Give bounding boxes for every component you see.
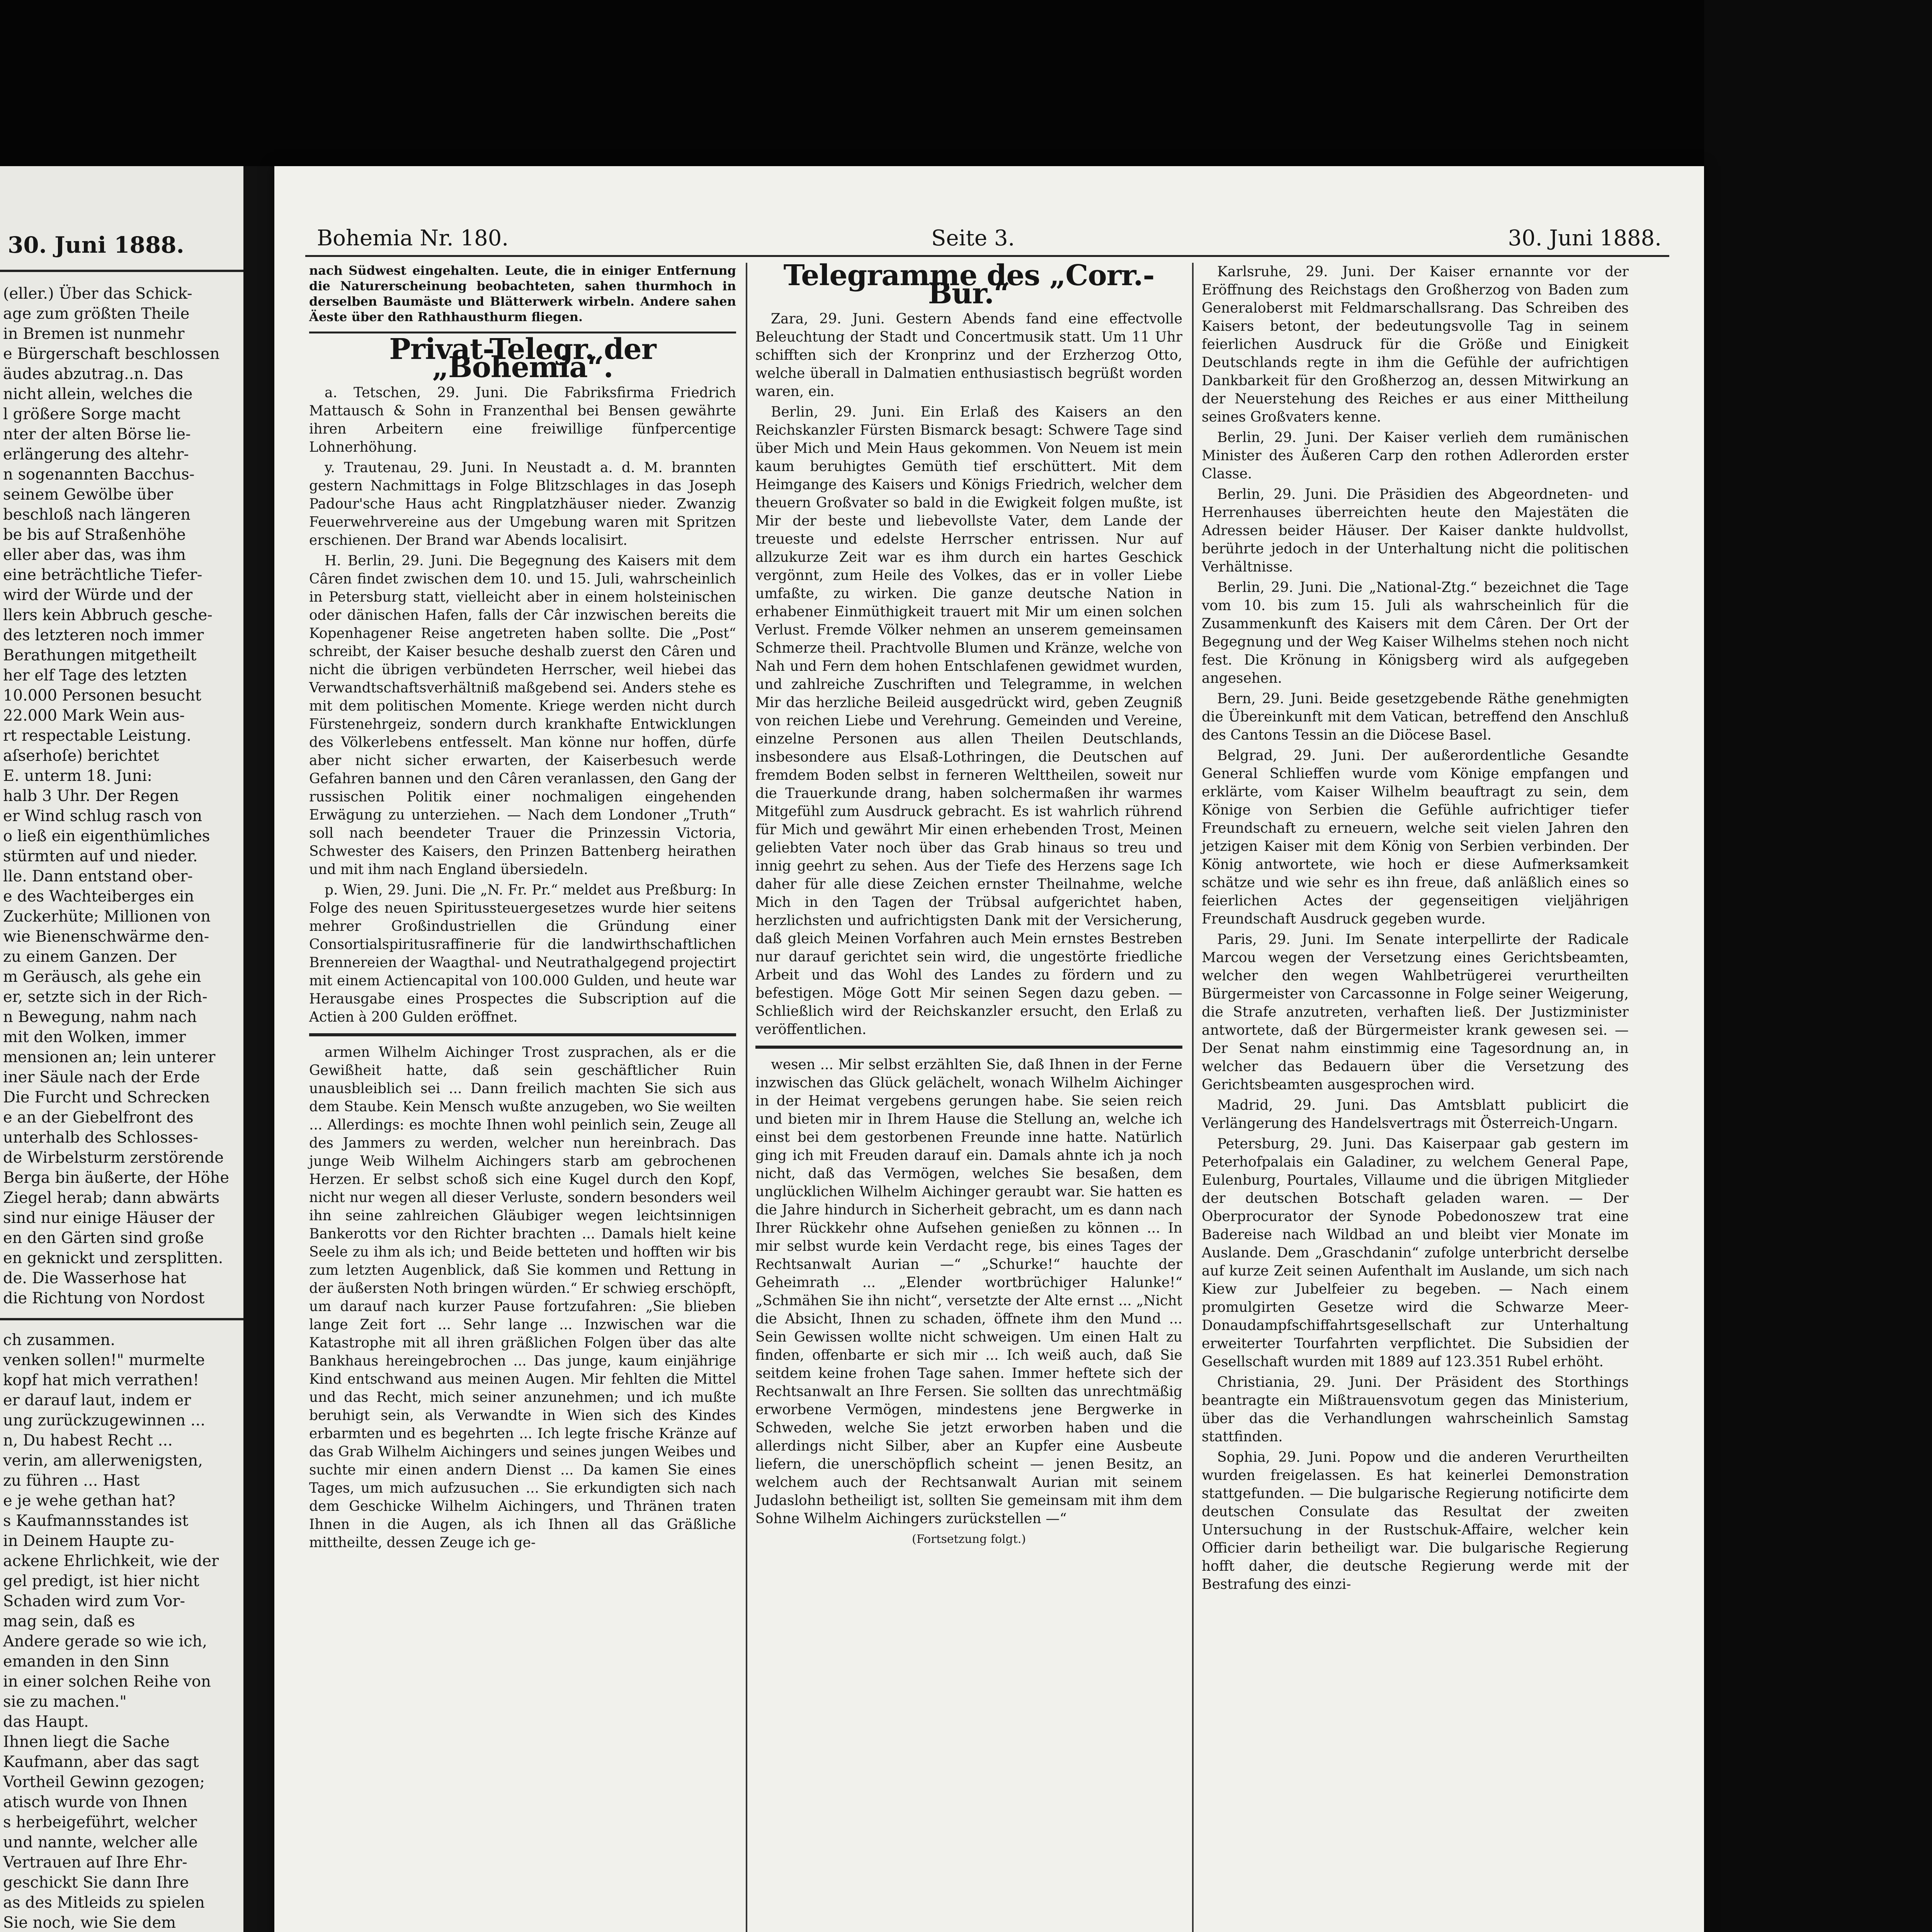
left-page-line: ch zusammen. — [3, 1331, 116, 1349]
article-sophia: Sophia, 29. Juni. Popow und die anderen Verurtheilten wurden freigelassen. Es hat keinerlei Demonstration stattgefunden. — Die bulgarische Regierung notificirte dem deutschen Consulate das Resultat der zweiten Untersuchung in der Rustschuk-Affaire, welcher kein Officier darin betheiligt war. Die bulgarische Regierung hofft daher, die deutsche Regierung werde mit der Bestrafung des einzi- — [1202, 1449, 1629, 1592]
left-page-line: as des Mitleids zu spielen — [3, 1894, 205, 1912]
left-page-line: s Kaufmannsstandes ist — [3, 1512, 189, 1530]
left-page-line: de Wirbelsturm zerstörende — [3, 1149, 224, 1167]
header-date: 30. Juni 1888. — [1508, 226, 1662, 251]
left-page-rule — [0, 1318, 243, 1320]
left-page-line: halb 3 Uhr. Der Regen — [3, 787, 179, 805]
left-page-line: venken sollen!" murmelte — [3, 1351, 205, 1369]
left-page-line: Andere gerade so wie ich, — [3, 1633, 207, 1650]
left-page-line: Schaden wird zum Vor- — [3, 1592, 185, 1610]
left-page-line: o ließ ein eigenthümliches — [3, 827, 210, 845]
left-page-line: mensionen an; lein unterer — [3, 1048, 216, 1066]
left-page-line: e an der Giebelfront des — [3, 1109, 194, 1126]
left-page-text-bottom — [0, 1330, 243, 1932]
left-page-line: E. unterm 18. Juni: — [3, 767, 152, 785]
left-page-line: 22.000 Mark Wein aus- — [3, 707, 185, 724]
header-page-number: Seite 3. — [931, 226, 1015, 251]
left-page-line: sind nur einige Häuser der — [3, 1209, 214, 1227]
left-page-line: s herbeigeführt, welcher — [3, 1813, 197, 1831]
left-page-line: Vortheil Gewinn gezogen; — [3, 1773, 205, 1791]
left-page-line: rt respectable Leistung. — [3, 727, 192, 745]
left-page-line: en den Gärten sind große — [3, 1229, 204, 1247]
left-page-line: beschloß nach längeren — [3, 506, 190, 524]
left-page-line: in einer solchen Reihe von — [3, 1673, 211, 1690]
left-page-line: e Bürgerschaft beschlossen — [3, 345, 220, 363]
left-page-line: wie Bienenschwärme den- — [3, 928, 209, 946]
feuilleton-rule — [755, 1046, 1182, 1049]
left-page-line: Die Furcht und Schrecken — [3, 1088, 210, 1106]
left-page-line: mag sein, daß es — [3, 1612, 135, 1630]
left-page-line: Ziegel herab; dann abwärts — [3, 1189, 220, 1207]
article-berlin-erlass: Berlin, 29. Juni. Ein Erlaß des Kaisers an den Reichskanzler Fürsten Bismarck besagt: Schwere Tage sind über Mich und Mein Haus gekommen. Von Neuem ist mein kaum beruhigtes Gemüth tief erschüttert. Mit dem Heimgange des Kaisers und Königs Friedrich, welcher dem theuern Großvater so bald in die Ewigkeit folgen mußte, ist Mir der beste und liebevollste Vater, dem Lande der treueste und edelste Herrscher entrissen. Nur auf allzukurze Zeit war es ihm durch ein hartes Geschick vergönnt, zum Heile des Volkes, das er in voller Liebe umfaßte, zu wirken. Die ganze deutsche Nation in erhabener Einmüthigkeit trauert mit Mir um einen solchen Verlust. Fremde Völker nehmen an unserem gemeinsamen Schmerze theil. Prachtvolle Blumen und Kränze, welche von Nah und Fern dem hohen Entschlafenen gewidmet wurden, und zahlreiche Zuschriften und Telegramme, in welchen Mir das herzliche Beileid ausgedrückt wird, geben Zeugniß von reichen Liebe und Verehrung. Gemeinden und Vereine, einzelne Personen aus allen Theilen Deutschlands, insbesondere aus Elsaß-Lothringen, die Deutschen auf fremdem Boden selbst in ferneren Welttheilen, soweit nur die Trauerkunde drang, haben solchermaßen ihr warmes Mitgefühl zum Ausdruck gebracht. Es ist wahrlich rührend für Mich und gewährt Mir einen erhebenden Trost, Meinen geliebten Vater noch über das Grab hinaus so treu und innig geehrt zu sehen. Aus der Tiefe des Herzens sage Ich daher für alle diese Zeichen ernster Theilnahme, welche Mich in den Tagen der Trübsal aufgerichtet haben, herzlichsten und aufrichtigsten Dank mit der Versicherung, daß gleich Meinen Vorfahren auch Mein ernstes Bestreben nur darauf gerichtet sein wird, die ungestörte friedliche Arbeit und das Wohl des Landes zu fördern und zu befestigen. Möge Gott Mir seinen Segen dazu geben. — Schließlich wird der Reichskanzler ersucht, den Erlaß zu veröffentlichen. — [755, 404, 1182, 1037]
left-page-line: age zum größten Theile — [3, 305, 190, 323]
left-page-line: seinem Gewölbe über — [3, 486, 173, 503]
left-page-line: er darauf laut, indem er — [3, 1391, 191, 1409]
left-page-line: des letzteren noch immer — [3, 626, 204, 644]
left-page-line: das Haupt. — [3, 1713, 89, 1731]
page-header — [305, 224, 1669, 257]
left-page-line: (eller.) Über das Schick- — [3, 285, 192, 303]
article-tetschen: a. Tetschen, 29. Juni. Die Fabriksfirma Friedrich Mattausch & Sohn in Franzenthal bei Bensen gewährte ihren Arbeitern eine freiwillige fünfpercentige Lohnerhöhung. — [309, 385, 736, 455]
left-page-line: n Bewegung, nahm nach — [3, 1008, 197, 1026]
left-page-line: geschickt Sie dann Ihre — [3, 1874, 189, 1891]
feuilleton-text: wesen ... Mir selbst erzählten Sie, daß Ihnen in der Ferne inzwischen das Glück gelächelt, wonach Wilhelm Aichinger in der Heimat vergebens gerungen habe. Sie seien reich und bieten mir in Ihrem Hause die Stellung an, welche ich einst bei dem gestorbenen Freunde inne hatte. Natürlich ging ich mit Freuden darauf ein. Damals ahnte ich ja noch nicht, daß das Vermögen, welches Sie besaßen, dem unglücklichen Wilhelm Aichinger geraubt war. Sie hatten es die Jahre hindurch in Sicherheit gebracht, um es dann nach Ihrer Rückkehr ohne Aufsehen genießen zu können ... In mir selbst wurde kein Verdacht rege, bis eines Tages der Rechtsanwalt Aurian —“ „Schurke!“ hauchte der Geheimrath ... „Elender wortbrüchiger Halunke!“ „Schmähen Sie ihn nicht“, versetzte der Alte ernst ... „Nicht die Absicht, Ihnen zu schaden, öffnete ihm den Mund ... Sein Gewissen wollte nicht schweigen. Um einen Halt zu finden, offenbarte er sich mir ... Ich weiß auch, daß Sie seitdem keine frohen Tage sahen. Immer heftete sich der Rechtsanwalt an Ihre Fersen. Sie sollten das unrechtmäßig erworbene Vermögen, mindestens jene Bergwerke in Schweden, welche Sie jetzt erworben haben und die allerdings nicht Silber, aber an Kupfer eine Ausbeute liefern, die unerschöpflich scheint — jenen Besitz, an welchem auch der Rechtsanwalt Aurian mit seinem Judaslohn betheiligt ist, sollten Sie gemeinsam mit ihm dem Sohne Wilhelm Aichingers zurückstellen —“ — [755, 1057, 1182, 1527]
article-bern: Bern, 29. Juni. Beide gesetzgebende Räthe genehmigten die Übereinkunft mit dem Vatican, betreffend den Anschluß des Cantons Tessin an die Diöcese Basel. — [1202, 691, 1629, 743]
column-3 — [1202, 263, 1629, 1596]
left-page-line: sie zu machen." — [3, 1693, 127, 1711]
left-page-line: e des Wachteiberges ein — [3, 888, 194, 905]
left-page-line: Ihnen liegt die Sache — [3, 1733, 170, 1751]
left-page-line: in Bremen ist nunmehr — [3, 325, 185, 343]
left-facing-page — [0, 166, 243, 1932]
left-page-line: n, Du habest Recht ... — [3, 1432, 173, 1449]
article-zara: Zara, 29. Juni. Gestern Abends fand eine effectvolle Beleuchtung der Stadt und Concertmusik statt. Um 11 Uhr schifften sich der Kronprinz und der Erzherzog Otto, welche überall in Dalmatien enthusiastisch begrüßt worden waren, ein. — [755, 311, 1182, 400]
newspaper-page — [274, 166, 1704, 1932]
article-paris: Paris, 29. Juni. Im Senate interpellirte der Radicale Marcou wegen der Versetzung eines Gerichtsbeamten, welcher den wegen Wahlbetrügerei verurtheilten Bürgermeister von Carcassonne in Folge seiner Weigerung, die Strafe anzutreten, verhaften ließ. Der Justizminister antwortete, daß der Bürgermeister krank gewesen sei. — Der Senat nahm einstimmig eine Tagesordnung an, in welcher das Bedauern über die Versetzung des Gerichtsbeamten ausgesprochen wird. — [1202, 932, 1629, 1093]
scan-background — [1704, 0, 1932, 1932]
left-page-line: wird der Würde und der — [3, 586, 193, 604]
left-page-line: Berathungen mitgetheilt — [3, 646, 197, 664]
left-page-line: n sogenannten Bacchus- — [3, 466, 195, 483]
left-page-line: verin, am allerwenigsten, — [3, 1452, 203, 1469]
left-page-line: äudes abzutrag..n. Das — [3, 365, 184, 383]
left-page-line: iner Säule nach der Erde — [3, 1068, 200, 1086]
article-berlin-adressen: Berlin, 29. Juni. Die Präsidien des Abgeordneten- und Herrenhauses überreichten heute den Majestäten die Adressen beider Häuser. Der Kaiser dankte huldvollst, berührte jedoch in der Unterhaltung nicht die politischen Verhältnisse. — [1202, 486, 1629, 575]
left-page-line: 10.000 Personen besucht — [3, 687, 201, 704]
section-title-telegramme: Telegramme des „Corr.-Bur.“ — [783, 259, 1155, 310]
left-page-line: her elf Tage des letzten — [3, 667, 187, 684]
article-christiania: Christiania, 29. Juni. Der Präsident des Storthings beantragte ein Mißtrauensvotum gegen das Ministerium, über das die Verhandlungen wahrscheinlich Samstag stattfinden. — [1202, 1374, 1629, 1445]
left-page-line: e je wehe gethan hat? — [3, 1492, 175, 1510]
left-page-line: kopf hat mich verrathen! — [3, 1371, 199, 1389]
left-page-line: atisch wurde von Ihnen — [3, 1793, 188, 1811]
left-page-text-top — [0, 284, 243, 1308]
column-1 — [309, 263, 736, 1554]
column-divider — [1192, 263, 1194, 1932]
left-page-line: gel predigt, ist hier nicht — [3, 1572, 199, 1590]
left-page-line: be bis auf Straßenhöhe — [3, 526, 186, 544]
article-berlin-nationalztg: Berlin, 29. Juni. Die „National-Ztg.“ bezeichnet die Tage vom 10. bis zum 15. Juli als wahrscheinlich für die Zusammenkunft des Kaisers mit dem Câren. Der Ort der Begegnung und der Weg Kaiser Wilhelms stehen noch nicht fest. Die Krönung in Königsberg wird als aufgegeben angesehen. — [1202, 580, 1629, 686]
left-page-line: zu führen ... Hast — [3, 1472, 140, 1490]
left-page-line: Berga bin äußerte, der Höhe — [3, 1169, 230, 1187]
left-page-line: nter der alten Börse lie- — [3, 425, 191, 443]
left-page-line: und nannte, welcher alle — [3, 1833, 198, 1851]
left-page-line: emanden in den Sinn — [3, 1653, 169, 1670]
article-berlin: H. Berlin, 29. Juni. Die Begegnung des Kaisers mit dem Câren findet zwischen dem 10. und 15. Juli, wahrscheinlich in Petersburg statt, vielleicht aber in einem holsteinischen oder dänischen Hafen, falls der Câr inzwischen bereits die Kopenhagener Reise angetreten haben sollte. Die „Post“ schreibt, der Kaiser besuche deshalb zuerst den Câren und nicht die übrigen verbündeten Herrscher, weil hiebei das Verwandtschaftsverhältniß maßgebend sei. Anders stehe es mit dem politischen Momente. Kriege werden nicht durch Fürstenehrgeiz, sondern durch krankhafte Entwicklungen des Völkerlebens entfesselt. Man könne nur hoffen, dürfe aber nicht sicher erwarten, der Kaiserbesuch werde Gefahren bannen und den Câren veranlassen, den Gang der russischen Politik einer nochmaligen eingehenden Erwägung zu unterziehen. — Nach dem Londoner „Truth“ soll nach beendeter Trauer die Prinzessin Victoria, Schwester des Kaisers, den Prinzen Battenberg heirathen und mit ihm nach England übersiedeln. — [309, 553, 736, 878]
column-2 — [755, 259, 1182, 1551]
left-page-line: stürmten auf und nieder. — [3, 847, 198, 865]
continued-note: (Fortsetzung folgt.) — [912, 1532, 1026, 1546]
article-belgrad: Belgrad, 29. Juni. Der außerordentliche Gesandte General Schlieffen wurde vom Könige empfangen und erklärte, vom Kaiser Wilhelm beauftragt zu sein, dem Könige von Serbien die Gefühle aufrichtiger tiefer Freundschaft zu erneuern, welche seit vielen Jahren den jetzigen Kaiser mit dem König von Serbien verbinden. Der König antwortete, wie hoch er diese Aufmerksamkeit schätze und wie sehr es ihn freue, daß anläßlich eines so feierlichen Actes der gegenseitigen vieljährigen Freundschaft Ausdruck gegeben wurde. — [1202, 748, 1629, 927]
left-page-line: lle. Dann entstand ober- — [3, 867, 193, 885]
book-gutter — [243, 166, 274, 1932]
left-page-line: er, setzte sich in der Rich- — [3, 988, 207, 1006]
article-trautenau: y. Trautenau, 29. Juni. In Neustadt a. d. M. brannten gestern Nachmittags in Folge Blitzschlages in das Joseph Padour'sche Haus acht Ringplatzhäuser nieder. Zwanzig Feuerwehrvereine aus der Umgebung waren mit Spritzen erschienen. Der Brand war Abends localisirt. — [309, 460, 736, 548]
weather-note: nach Südwest eingehalten. Leute, die in einiger Entfernung die Naturerscheinung beobachteten, sahen thurmhoch in derselben Baumäste und Blätterwerk wirbeln. Andere sahen Äeste über den Rathhausthurm fliegen. — [309, 263, 736, 324]
left-page-line: erlängerung des altehr- — [3, 446, 189, 463]
left-page-line: in Deinem Haupte zu- — [3, 1532, 174, 1550]
left-page-line: die Richtung von Nordost — [3, 1289, 205, 1307]
left-page-line: unterhalb des Schlosses- — [3, 1129, 198, 1146]
left-page-line: ackene Ehrlichkeit, wie der — [3, 1552, 219, 1570]
article-madrid: Madrid, 29. Juni. Das Amtsblatt publicirt die Verlängerung des Handelsvertrags mit Österreich-Ungarn. — [1202, 1097, 1629, 1131]
left-page-line: m Geräusch, als gehe ein — [3, 968, 201, 986]
left-page-line: Kaufmann, aber das sagt — [3, 1753, 199, 1771]
left-page-line: zu einem Ganzen. Der — [3, 948, 177, 966]
left-page-line: Vertrauen auf Ihre Ehr- — [3, 1854, 187, 1871]
section-title-privat: Privat-Telegr. der „Bohemia“. — [389, 333, 656, 384]
article-karlsruhe: Karlsruhe, 29. Juni. Der Kaiser ernannte vor der Eröffnung des Reichstags den Großherzog von Baden zum Generaloberst mit Feldmarschallsrang. Das Schreiben des Kaisers betont, der bedeutungsvolle Tag in seinem feierlichen Ausdruck für die Größe und Einigkeit Deutschlands regte in ihm die Gefühle der aufrichtigen Dankbarkeit für den Großherzog an, dessen Mitwirkung an der Neuerstehung des Reiches er aus einer Mittheilung seines Großvaters kenne. — [1202, 264, 1629, 425]
left-page-line: mit den Wolken, immer — [3, 1028, 186, 1046]
article-berlin-carp: Berlin, 29. Juni. Der Kaiser verlieh dem rumänischen Minister des Äußeren Carp den rothen Adlerorden erster Classe. — [1202, 430, 1629, 482]
left-page-line: l größere Sorge macht — [3, 405, 180, 423]
left-page-line: eine beträchtliche Tiefer- — [3, 566, 202, 584]
column-divider — [746, 263, 747, 1932]
feuilleton-text: armen Wilhelm Aichinger Trost zusprachen, als er die Gewißheit hatte, daß sein geschäftlicher Ruin unausbleiblich sei ... Dann freilich machten Sie sich aus dem Staube. Kein Mensch wußte anzugeben, wo Sie weilten ... Allerdings: es mochte Ihnen wohl peinlich sein, Zeuge all des Jammers zu werden, welcher nun hereinbrach. Das junge Weib Wilhelm Aichingers starb am gebrochenen Herzen. Er selbst schoß sich eine Kugel durch den Kopf, nicht nur wegen all dieser Verluste, sondern besonders weil ihn seine zahlreichen Gläubiger wegen leichtsinnigen Bankerotts vor den Richter brachten ... Damals hielt keine Seele zu ihm als ich; und Beide betteten und hofften wir bis zum letzten Augenblick, daß Sie kommen und Rettung in der äußersten Noth bringen würden.“ Er schwieg erschöpft, um darauf nach kurzer Pause fortzufahren: „Sie blieben lange Zeit fort ... Sehr lange ... Inzwischen war die Katastrophe mit all ihren gräßlichen Folgen über das alte Bankhaus hereingebrochen ... Das junge, kaum einjährige Kind entschwand aus meinen Augen. Mir fehlten die Mittel und das Recht, mich seiner anzunehmen; und ich mußte beruhigt sein, als Verwandte in Wien sich des Kindes erbarmten und es begehrten ... Ich legte frische Kränze auf das Grab Wilhelm Aichingers und seines jungen Weibes und suchte mir einen andern Dienst ... Da kamen Sie eines Tages, um mich aufzusuchen ... Sie erkundigten sich nach dem Geschicke Wilhelm Aichingers, und Thränen traten Ihnen in die Augen, als ich Ihnen all das Gräßliche mittheilte, dessen Zeuge ich ge- — [309, 1044, 736, 1551]
left-page-date: 30. Juni 1888. — [0, 166, 243, 272]
left-page-line: ung zurückzugewinnen ... — [3, 1412, 206, 1429]
left-page-line: nicht allein, welches die — [3, 385, 193, 403]
left-page-line: Sie noch, wie Sie dem — [3, 1914, 176, 1932]
left-page-line: llers kein Abbruch gesche- — [3, 606, 213, 624]
left-page-line: de. Die Wasserhose hat — [3, 1269, 186, 1287]
article-wien: p. Wien, 29. Juni. Die „N. Fr. Pr.“ meldet aus Preßburg: In Folge des neuen Spiritussteuergesetzes wurde hier seitens mehrer Großindustriellen die Gründung einer Consortialspiritusraffinerie für die landwirthschaftlichen Brennereien der Waagthal- und Neutrathalgegend projectirt mit einem Actiencapital von 100.000 Gulden, und heute war Herausgabe eines Prospectes die Subscription auf die Actien à 200 Gulden eröffnet. — [309, 882, 736, 1025]
left-page-line: eller aber das, was ihm — [3, 546, 186, 564]
header-publication: Bohemia Nr. 180. — [317, 226, 509, 251]
left-page-line: aſserhoſe) berichtet — [3, 747, 159, 765]
left-page-line: en geknickt und zersplitten. — [3, 1249, 223, 1267]
article-petersburg: Petersburg, 29. Juni. Das Kaiserpaar gab gestern im Peterhofpalais ein Galadiner, zu welchem General Pape, Eulenburg, Pourtales, Villaume und die übrigen Mitglieder der deutschen Botschaft geladen waren. — Der Oberprocurator der Synode Pobedonoszew trat eine Badereise nach Wildbad an und bleibt vier Monate im Auslande. Dem „Graschdanin“ zufolge unterbricht derselbe auf kurze Zeit seinen Aufenthalt im Auslande, um sich nach Kiew zur Jubelfeier zu begeben. — Nach einem promulgirten Gesetze wird die Schwarze Meer-Donaudampfschiffahrtsgesellschaft zur Unterhaltung erweiterter Tourfahrten verpflichtet. Die Subsidien der Gesellschaft wurden mit 1889 auf 123.351 Rubel erhöht. — [1202, 1136, 1629, 1370]
left-page-line: er Wind schlug rasch von — [3, 807, 202, 825]
left-page-line: Zuckerhüte; Millionen von — [3, 908, 211, 925]
feuilleton-rule — [309, 1033, 736, 1036]
